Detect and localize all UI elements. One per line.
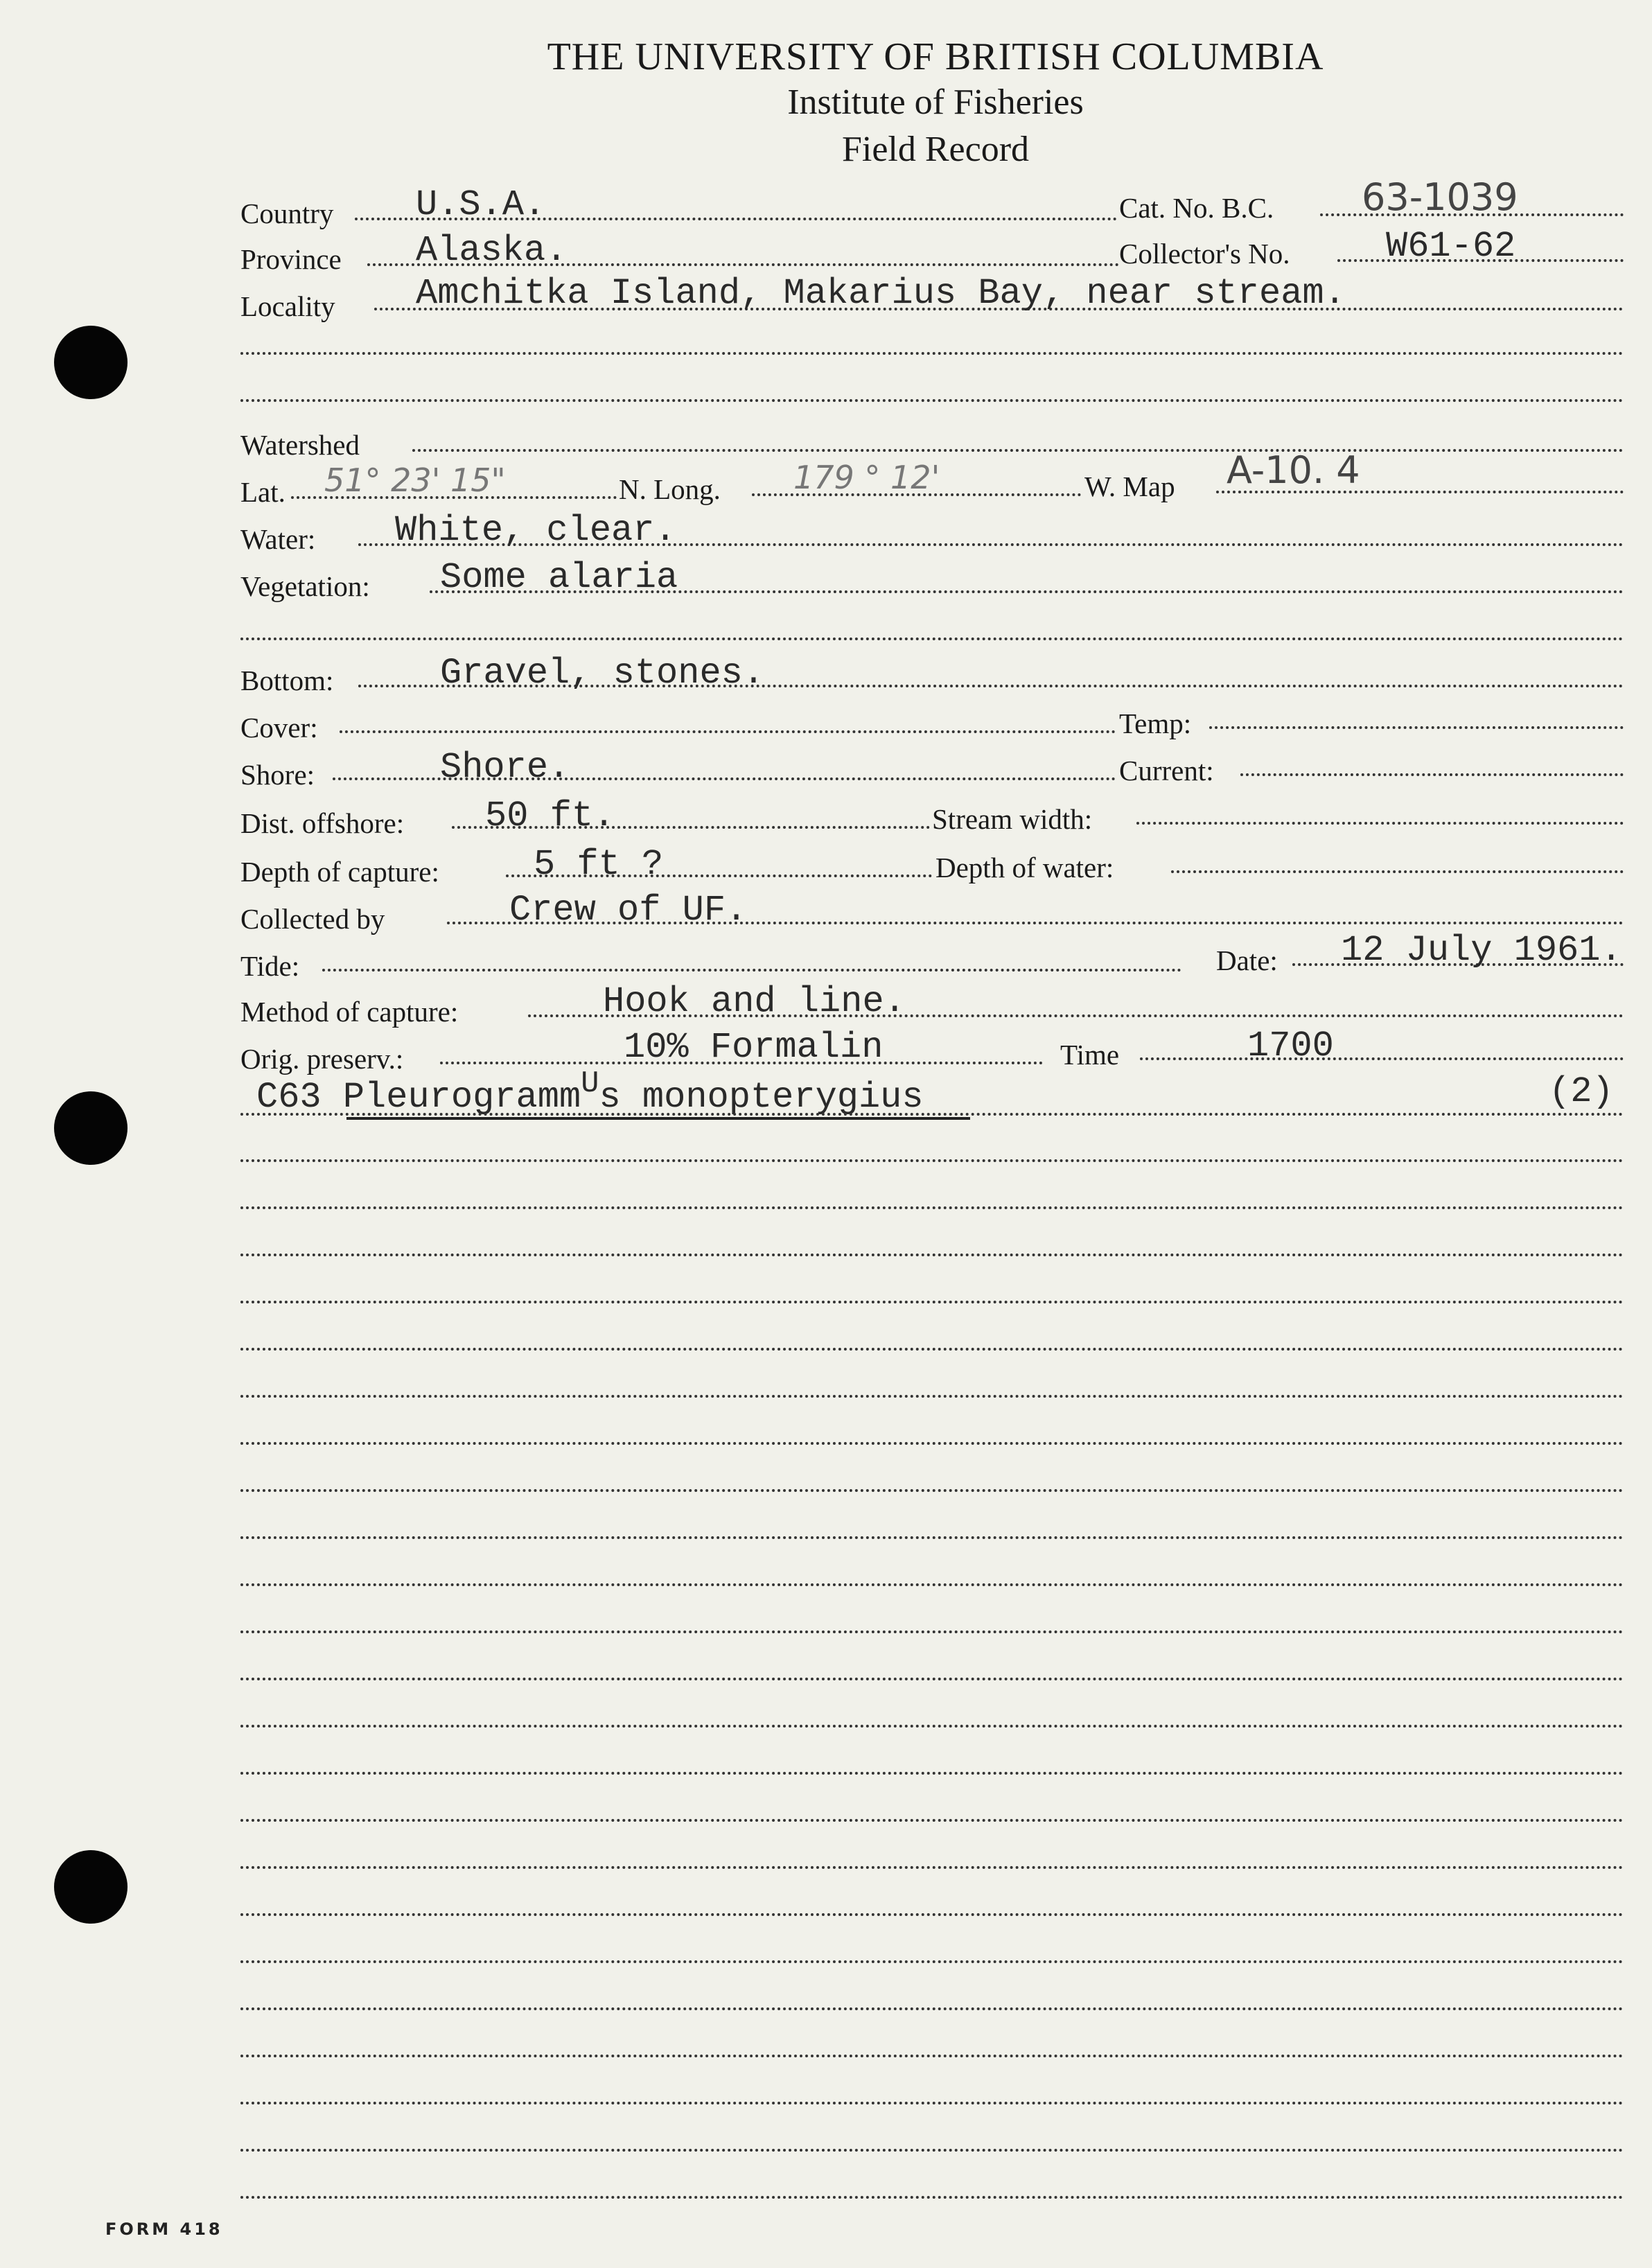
date-value: 12 July 1961.: [1341, 930, 1622, 971]
current-line: [1240, 773, 1624, 776]
water-label: Water:: [240, 523, 316, 555]
vegetation-line-2: [240, 638, 1624, 640]
form-title: Field Record: [841, 130, 1030, 169]
shore-label: Shore:: [240, 759, 315, 791]
department-title: Institute of Fisheries: [787, 82, 1084, 122]
time-line: [1140, 1057, 1624, 1060]
blank-line: [240, 1442, 1624, 1445]
locality-line-2: [240, 352, 1624, 355]
country-label: Country: [240, 197, 334, 229]
blank-line: [240, 1301, 1624, 1303]
depth-of-water-line: [1171, 870, 1624, 873]
depth-of-capture-label: Depth of capture:: [240, 856, 439, 888]
blank-line: [240, 1159, 1624, 1162]
collected-by-label: Collected by: [240, 903, 385, 935]
blank-line: [240, 2055, 1624, 2057]
blank-line: [240, 1913, 1624, 1916]
watershed-line: [412, 449, 1624, 452]
blank-line: [240, 1395, 1624, 1398]
w-map-label: W. Map: [1084, 471, 1175, 502]
blank-line: [240, 2196, 1624, 2199]
blank-line: [240, 1630, 1624, 1633]
depth-of-water-label: Depth of water:: [935, 852, 1114, 884]
blank-line: [240, 1206, 1624, 1209]
blank-line: [240, 2007, 1624, 2010]
collectors-no-value: W61-62: [1386, 226, 1516, 267]
bottom-value: Gravel, stones.: [440, 653, 765, 694]
vegetation-label: Vegetation:: [240, 570, 370, 602]
cat-no-value: 63-1039: [1362, 175, 1518, 219]
blank-line: [240, 1489, 1624, 1492]
stream-width-label: Stream width:: [932, 803, 1093, 835]
lat-value: 51° 23' 15": [324, 461, 506, 499]
dist-offshore-value: 50 ft.: [485, 795, 615, 836]
locality-label: Locality: [240, 290, 335, 322]
blank-line: [240, 1113, 1624, 1116]
punch-hole-top: [54, 326, 128, 399]
blank-line: [240, 2102, 1624, 2104]
long-value: 179 ° 12': [793, 459, 940, 496]
cover-label: Cover:: [240, 712, 318, 744]
specimen-name-part2: s monopterygius: [599, 1077, 924, 1118]
method-of-capture-value: Hook and line.: [603, 981, 906, 1022]
specimen-name-part1: Pleurogramm: [342, 1077, 581, 1118]
n-long-label: N. Long.: [619, 473, 721, 505]
specimen-code: C63: [256, 1077, 322, 1118]
shore-value: Shore.: [440, 747, 570, 788]
blank-line: [240, 1678, 1624, 1680]
tide-label: Tide:: [240, 950, 300, 982]
province-value: Alaska.: [416, 230, 568, 271]
collectors-no-label: Collector's No.: [1119, 238, 1290, 270]
depth-of-capture-value: 5 ft ?: [534, 844, 664, 885]
method-of-capture-label: Method of capture:: [240, 996, 459, 1028]
date-label: Date:: [1216, 944, 1278, 976]
blank-line: [240, 1819, 1624, 1822]
blank-line: [240, 1772, 1624, 1775]
province-label: Province: [240, 243, 342, 275]
specimen-name-underline: [346, 1117, 970, 1120]
blank-line: [240, 1960, 1624, 1963]
blank-line: [240, 1583, 1624, 1586]
orig-preserv-value: 10% Formalin: [624, 1027, 884, 1068]
cover-line: [340, 730, 1116, 733]
institution-title: THE UNIVERSITY OF BRITISH COLUMBIA: [547, 35, 1324, 78]
blank-line: [240, 1254, 1624, 1256]
orig-preserv-label: Orig. preserv.:: [240, 1043, 404, 1075]
form-number: FORM 418: [105, 2219, 223, 2239]
punch-hole-bottom: [54, 1850, 128, 1924]
country-value: U.S.A.: [416, 184, 546, 225]
bottom-label: Bottom:: [240, 665, 334, 696]
blank-line: [240, 1725, 1624, 1728]
lat-label: Lat.: [240, 476, 285, 508]
blank-line: [240, 1536, 1624, 1539]
watershed-label: Watershed: [240, 429, 360, 461]
punch-hole-middle: [54, 1091, 128, 1165]
current-label: Current:: [1119, 755, 1214, 786]
map-value: A-10. 4: [1227, 448, 1360, 492]
time-value: 1700: [1247, 1026, 1334, 1066]
locality-line-3: [240, 399, 1624, 402]
blank-line: [240, 2149, 1624, 2152]
blank-line: [240, 1348, 1624, 1351]
collected-by-value: Crew of UF.: [509, 890, 748, 931]
temp-label: Temp:: [1119, 707, 1192, 739]
temp-line: [1209, 726, 1624, 729]
blank-line: [240, 1866, 1624, 1869]
dist-offshore-label: Dist. offshore:: [240, 807, 405, 839]
vegetation-value: Some alaria: [440, 557, 678, 598]
cat-no-label: Cat. No. B.C.: [1119, 192, 1274, 224]
specimen-entry: [256, 1066, 924, 1118]
time-label: Time: [1060, 1039, 1120, 1071]
stream-width-line: [1136, 822, 1624, 825]
locality-value: Amchitka Island, Makarius Bay, near stream.: [416, 273, 1346, 314]
specimen-name-correction: U: [581, 1066, 599, 1101]
tide-line: [322, 969, 1181, 972]
water-value: White, clear.: [395, 510, 676, 551]
specimen-count: (2): [1549, 1071, 1614, 1112]
